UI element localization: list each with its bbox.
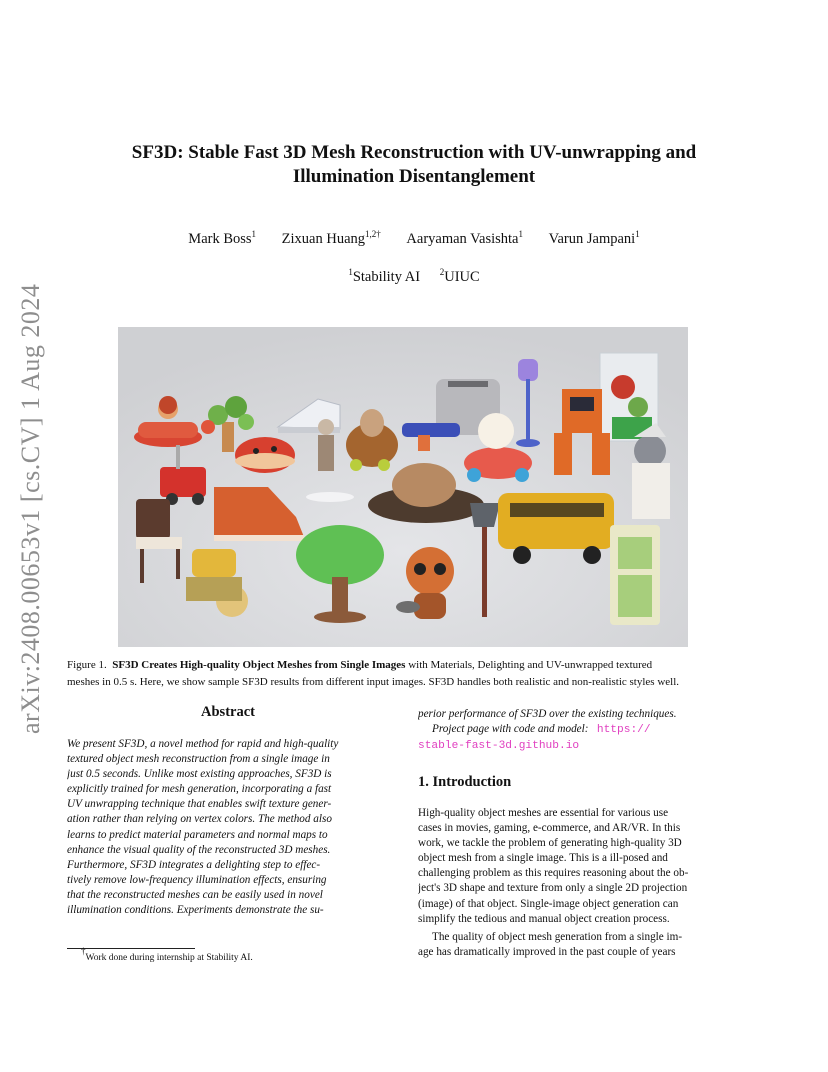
- caption-line-2: meshes in 0.5 s. Here, we show sample SF3D results from different input images. SF3D handles both realistic and non-realistic styles well.: [67, 676, 680, 688]
- footnote-text: Work done during internship at Stability AI.: [85, 953, 253, 963]
- intro-line: work, we tackle the problem of generating high-quality 3D: [418, 837, 682, 850]
- abstract-body: [67, 737, 389, 918]
- caption-line-1: [67, 657, 761, 674]
- abstract-line: that the reconstructed meshes can be easily used in novel: [67, 888, 323, 901]
- abstract-line: explicitly trained for mesh generation, incorporating a fast: [67, 783, 332, 796]
- project-url-link[interactable]: https://: [596, 724, 651, 737]
- affiliation: [440, 269, 480, 285]
- figure-caption: [67, 657, 761, 691]
- footnote: [81, 946, 253, 963]
- abstract-line: ation rather than relying on vertex colors. The method also: [67, 813, 332, 826]
- refrigerator-object: [610, 525, 660, 625]
- footnote-rule: [67, 948, 195, 949]
- caption-label: Figure 1.: [67, 659, 107, 671]
- abstract-line: just 0.5 seconds. Unlike most existing approaches, SF3D is: [67, 768, 332, 781]
- teaser-figure-image: [118, 327, 688, 647]
- abstract-line: textured object mesh reconstruction from a single image in: [67, 753, 330, 766]
- intro-line: object mesh from a single image. This is a ill-posed and: [418, 852, 668, 865]
- intro-line: The quality of object mesh generation from a single im-: [432, 930, 683, 943]
- author: [282, 231, 381, 247]
- intro-line: challenging problem as this requires reasoning about the ob-: [418, 867, 689, 880]
- intro-line: (image) of that object. Single-image object generation can: [418, 897, 679, 910]
- abstract-line: enhance the visual quality of the reconstructed 3D meshes.: [67, 843, 331, 856]
- author-sup: 1,2†: [365, 229, 381, 239]
- author-sup: 1: [518, 229, 523, 239]
- abstract-continuation: [418, 707, 740, 754]
- author: [549, 231, 640, 247]
- introduction-heading: 1. Introduction: [418, 774, 512, 790]
- caption-rest: with Materials, Delighting and UV-unwrapped textured: [405, 659, 653, 671]
- title-line-2: Illumination Disentanglement: [292, 166, 536, 187]
- intro-line: High-quality object meshes are essential for various use: [418, 807, 669, 819]
- footnote-mark: †: [81, 946, 86, 956]
- affiliation: [348, 269, 420, 285]
- affiliation-name: UIUC: [444, 269, 480, 285]
- intro-line: age has dramatically improved in the past couple of years: [418, 945, 676, 958]
- author-name: Mark Boss: [188, 231, 252, 247]
- author: [406, 231, 523, 247]
- author-name: Aaryaman Vasishta: [406, 231, 519, 247]
- affiliation-name: Stability AI: [352, 269, 421, 285]
- author: [188, 231, 256, 247]
- affiliation-sup: 2: [439, 267, 445, 277]
- abstract-line: Furthermore, SF3D integrates a delighting step to effec-: [67, 858, 321, 871]
- author-list: [60, 231, 768, 248]
- abstract-line: tively remove low-frequency illumination effects, ensuring: [67, 873, 327, 886]
- caption-bold: SF3D Creates High-quality Object Meshes from Single Images: [112, 659, 406, 671]
- ladybug-object: [235, 437, 295, 473]
- abstract-line: UV unwrapping technique that enables swift texture gener-: [67, 798, 332, 811]
- title-line-1: SF3D: Stable Fast 3D Mesh Reconstruction with UV-unwrapping and: [131, 142, 697, 163]
- abstract-continued-line: perior performance of SF3D over the existing techniques.: [418, 708, 677, 720]
- abstract-heading: Abstract: [201, 704, 255, 720]
- project-url-link[interactable]: stable-fast-3d.github.io: [418, 740, 580, 753]
- project-url-line-2: [418, 738, 740, 754]
- project-page-label: Project page with code and model:: [432, 723, 589, 736]
- author-sup: 1: [635, 229, 640, 239]
- abstract-line: learns to predict material parameters and normal maps to: [67, 828, 328, 841]
- paper-title: [60, 141, 768, 189]
- author-sup: 1: [251, 229, 257, 239]
- abstract-line: We present SF3D, a novel method for rapid and high-quality: [67, 738, 339, 750]
- abstract-line: illumination conditions. Experiments demonstrate the su-: [67, 904, 324, 917]
- arxiv-stamp: arXiv:2408.00653v1 [cs.CV] 1 Aug 2024: [16, 283, 45, 734]
- intro-line: simplify the tedious and manual object creation process.: [418, 912, 670, 925]
- introduction-body: [418, 806, 740, 960]
- affiliation-sup: 1: [348, 267, 353, 277]
- intro-line: ject's 3D shape and texture from only a single 2D projection: [418, 882, 688, 895]
- author-name: Varun Jampani: [548, 231, 636, 247]
- affiliation-list: [60, 269, 768, 286]
- intro-line: cases in movies, gaming, e-commerce, and AR/VR. In this: [418, 822, 681, 835]
- author-name: Zixuan Huang: [281, 231, 366, 247]
- project-page-line: [418, 722, 740, 738]
